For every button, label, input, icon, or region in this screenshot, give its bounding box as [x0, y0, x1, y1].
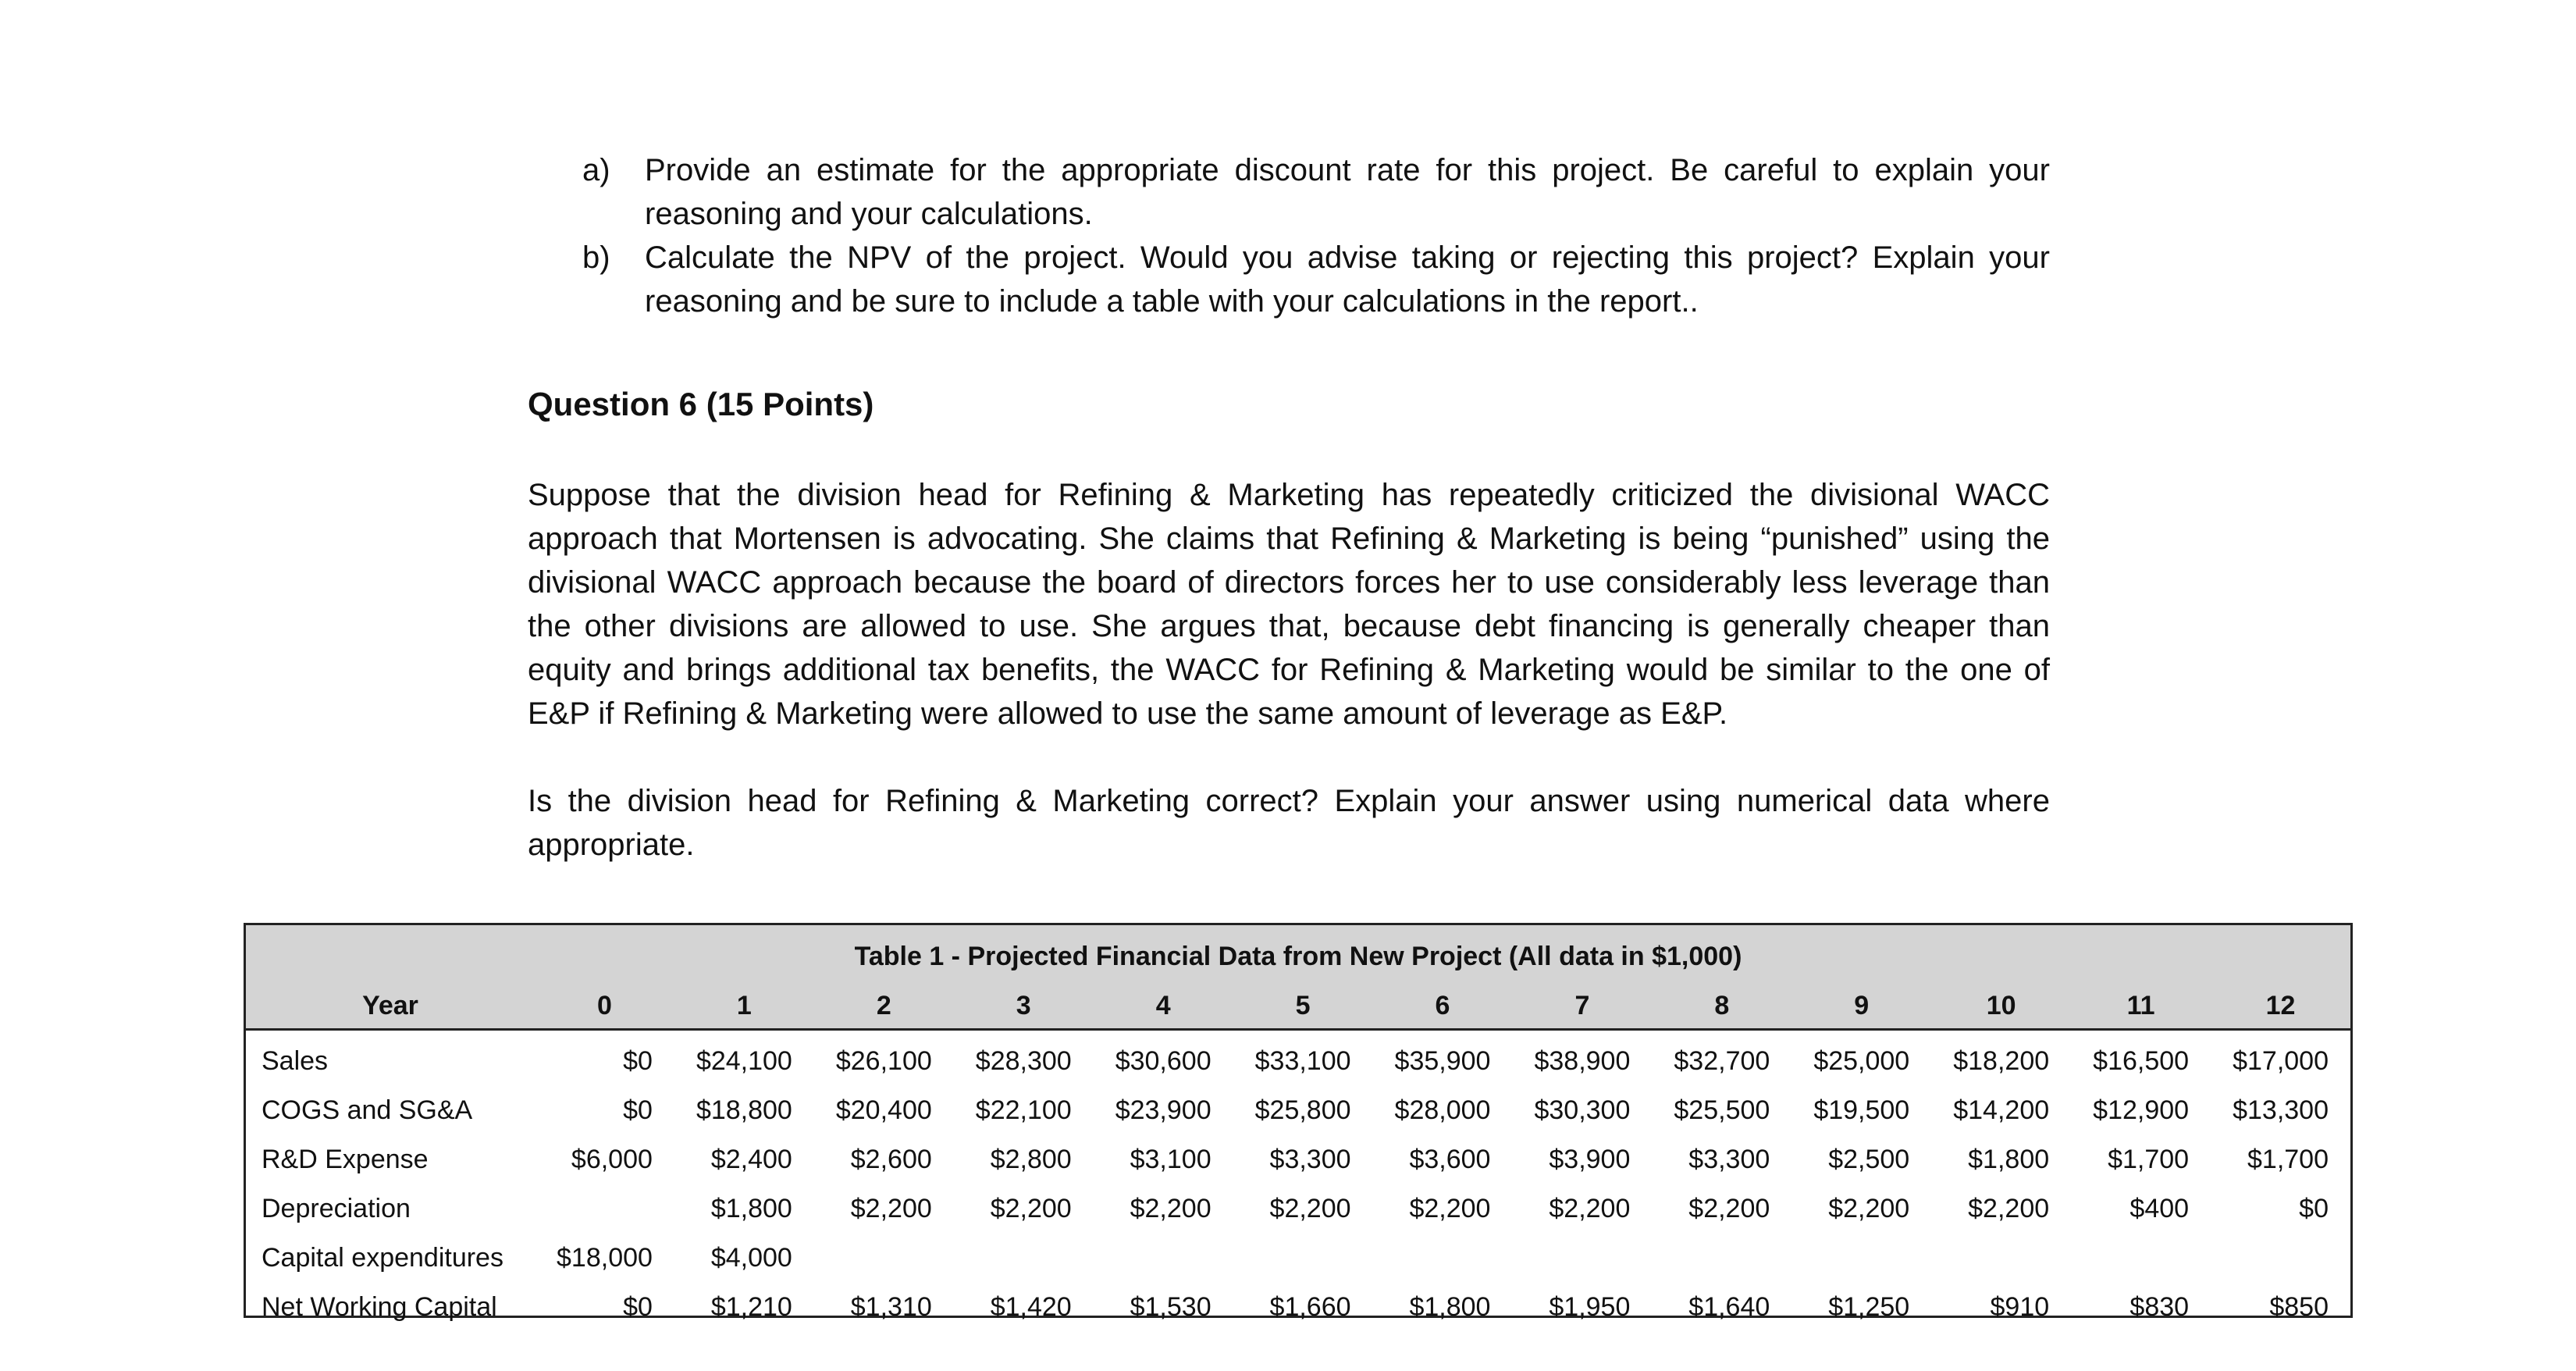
- table-cell: [1652, 1234, 1791, 1283]
- table-cell: [2211, 1234, 2350, 1283]
- table-cell: $6,000: [571, 1145, 653, 1174]
- table-cell: $19,500: [1813, 1095, 1910, 1125]
- table-cell: $2,200: [990, 1194, 1072, 1223]
- row-label: COGS and SG&A: [262, 1095, 473, 1125]
- table-cell: $12,900: [2093, 1095, 2190, 1125]
- year-6-header: 6: [1373, 983, 1513, 1030]
- question-6-heading: Question 6 (15 Points): [528, 386, 874, 422]
- table-row: [246, 1283, 2350, 1332]
- row-label: Capital expenditures: [262, 1243, 503, 1273]
- table-cell: $2,200: [1409, 1194, 1491, 1223]
- table-cell: $20,400: [835, 1095, 932, 1125]
- table-cell: $830: [2129, 1292, 2190, 1322]
- table-cell: $1,640: [1688, 1292, 1770, 1322]
- table-row: [246, 1135, 2350, 1184]
- table-cell: $1,700: [2247, 1145, 2329, 1174]
- table-cell: $3,300: [1688, 1145, 1770, 1174]
- table-cell: $0: [2299, 1194, 2329, 1223]
- table-cell: $2,500: [1828, 1145, 1910, 1174]
- table-cell: $26,100: [835, 1046, 932, 1076]
- table-cell: $38,900: [1534, 1046, 1631, 1076]
- table-cell: $30,300: [1534, 1095, 1631, 1125]
- question-6-paragraph: Suppose that the division head for Refining & Marketing has repeatedly criticized the divisional WACC approach that Mortensen is advocating. She claims that Refining & Marketing is being “punished” using the divisional WACC approach because the board of directors forces her to use considerably less leverage than the other divisions are allowed to use. She argues that, because debt financing is generally cheaper than equity and brings additional tax benefits, the WACC for Refining & Marketing would be similar to the one of E&P if Refining & Marketing were allowed to use the same amount of leverage as E&P.: [528, 478, 2050, 731]
- table-cell: $18,800: [696, 1095, 792, 1125]
- row-label: R&D Expense: [262, 1145, 429, 1174]
- table-cell: $23,900: [1115, 1095, 1212, 1125]
- table-cell: $1,530: [1130, 1292, 1212, 1322]
- year-3-header: 3: [954, 983, 1094, 1030]
- table-cell: $33,100: [1254, 1046, 1351, 1076]
- table-row: [246, 1030, 2350, 1087]
- table-cell: $400: [2129, 1194, 2190, 1223]
- year-11-header: 11: [2071, 983, 2211, 1030]
- table-cell: $2,200: [1828, 1194, 1910, 1223]
- table-cell: $1,660: [1269, 1292, 1351, 1322]
- table-cell: $25,500: [1674, 1095, 1770, 1125]
- table-cell: $3,100: [1130, 1145, 1212, 1174]
- table-cell: $18,000: [557, 1243, 653, 1273]
- list-marker: b): [582, 240, 610, 275]
- list-item: [582, 236, 2050, 323]
- table-cell: $0: [623, 1095, 653, 1125]
- row-label: Sales: [262, 1046, 329, 1076]
- table-cell: [1512, 1234, 1652, 1283]
- financial-data-table: [244, 923, 2353, 1322]
- table-cell: [1373, 1234, 1513, 1283]
- table-cell: [814, 1234, 954, 1283]
- table-cell: $1,950: [1549, 1292, 1631, 1322]
- table-cell: $1,420: [990, 1292, 1072, 1322]
- table-caption: Table 1 - Projected Financial Data from New Project (All data in $1,000): [854, 941, 1742, 971]
- year-8-header: 8: [1652, 983, 1791, 1030]
- table-cell: $25,000: [1813, 1046, 1910, 1076]
- table-cell: $2,200: [1688, 1194, 1770, 1223]
- year-7-header: 7: [1512, 983, 1652, 1030]
- table-cell: $17,000: [2233, 1046, 2329, 1076]
- year-header: Year: [246, 983, 535, 1030]
- question-list: [582, 148, 2050, 323]
- year-2-header: 2: [814, 983, 954, 1030]
- table-row: [246, 1184, 2350, 1234]
- table-cell: $3,600: [1409, 1145, 1491, 1174]
- table-cell: [535, 1184, 674, 1234]
- table-cell: $2,400: [710, 1145, 792, 1174]
- table-cell: $3,300: [1269, 1145, 1351, 1174]
- table-cell: $1,800: [1968, 1145, 2050, 1174]
- table-cell: $2,200: [1130, 1194, 1212, 1223]
- table-cell: $22,100: [975, 1095, 1072, 1125]
- year-5-header: 5: [1233, 983, 1373, 1030]
- list-marker: a): [582, 153, 610, 187]
- table-cell: $1,700: [2108, 1145, 2190, 1174]
- list-item-text: Provide an estimate for the appropriate discount rate for this project. Be careful to explain your reasoning and your calculations.: [645, 153, 2050, 231]
- year-10-header: 10: [1931, 983, 2071, 1030]
- table-row: [246, 1234, 2350, 1283]
- table-cell: $910: [1990, 1292, 2050, 1322]
- table-cell: $18,200: [1953, 1046, 2050, 1076]
- year-4-header: 4: [1094, 983, 1233, 1030]
- table-cell: $2,200: [850, 1194, 932, 1223]
- table-cell: $2,600: [850, 1145, 932, 1174]
- question-6-prompt: Is the division head for Refining & Marketing correct? Explain your answer using numerical data where appropriate.: [528, 784, 2050, 862]
- table-cell: $0: [623, 1046, 653, 1076]
- table-cell: $1,800: [710, 1194, 792, 1223]
- table-cell: $2,200: [1549, 1194, 1631, 1223]
- table-cell: $16,500: [2093, 1046, 2190, 1076]
- year-1-header: 1: [674, 983, 814, 1030]
- table-cell: [1931, 1234, 2071, 1283]
- table-cell: $13,300: [2233, 1095, 2329, 1125]
- table-cell: $1,210: [710, 1292, 792, 1322]
- list-item: [582, 148, 2050, 236]
- table-cell: $3,900: [1549, 1145, 1631, 1174]
- table-cell: $30,600: [1115, 1046, 1212, 1076]
- table-cell: [2071, 1234, 2211, 1283]
- table-cell: $0: [623, 1292, 653, 1322]
- table-cell: [1791, 1234, 1931, 1283]
- year-0-header: 0: [535, 983, 674, 1030]
- table-cell: $25,800: [1254, 1095, 1351, 1125]
- table-cell: $2,200: [1269, 1194, 1351, 1223]
- table-cell: [954, 1234, 1094, 1283]
- table-cell: $14,200: [1953, 1095, 2050, 1125]
- year-9-header: 9: [1791, 983, 1931, 1030]
- table-cell: $1,310: [850, 1292, 932, 1322]
- table-cell: $2,800: [990, 1145, 1072, 1174]
- table-cell: $32,700: [1674, 1046, 1770, 1076]
- year-12-header: 12: [2211, 983, 2350, 1030]
- row-label: Depreciation: [262, 1194, 411, 1223]
- list-item-text: Calculate the NPV of the project. Would you advise taking or rejecting this project? Explain your reasoning and be sure to include a table with your calculations in the report..: [645, 240, 2050, 319]
- table-cell: [1094, 1234, 1233, 1283]
- table-cell: $35,900: [1394, 1046, 1491, 1076]
- table-cell: $24,100: [696, 1046, 792, 1076]
- table-cell: $2,200: [1968, 1194, 2050, 1223]
- table-cell: $4,000: [710, 1243, 792, 1273]
- table-cell: $850: [2269, 1292, 2329, 1322]
- table-cell: $1,800: [1409, 1292, 1491, 1322]
- table-cell: $1,250: [1828, 1292, 1910, 1322]
- table-cell: $28,000: [1394, 1095, 1491, 1125]
- row-label: Net Working Capital: [262, 1292, 497, 1322]
- table-cell: $28,300: [975, 1046, 1072, 1076]
- table-row: [246, 1086, 2350, 1135]
- table-cell: [1233, 1234, 1373, 1283]
